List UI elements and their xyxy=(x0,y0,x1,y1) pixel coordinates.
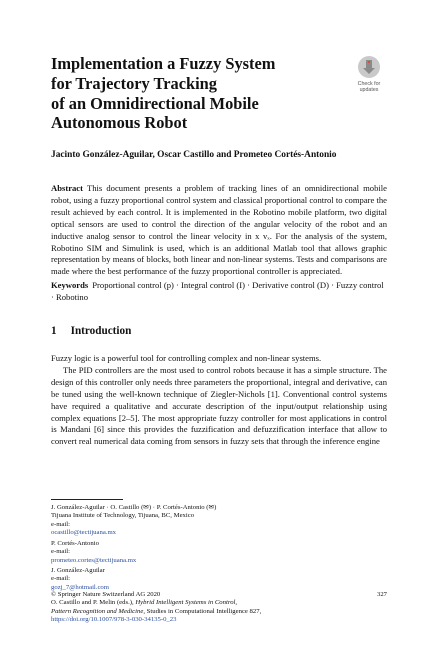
author-list: Jacinto González-Aguilar, Oscar Castillo and Prometeo Cortés-Antonio xyxy=(51,150,337,160)
citation-line xyxy=(51,608,387,616)
email-label: e-mail: xyxy=(51,575,70,583)
section-title-text: Introduction xyxy=(70,325,132,337)
keywords xyxy=(51,280,387,304)
section-heading xyxy=(51,325,387,337)
email-link[interactable]: prometeo.cortes@tectijuana.mx xyxy=(51,556,137,564)
badge-label-line: Check for xyxy=(357,81,381,87)
body-paragraph: The PID controllers are the most used to control robots because it has a simple structure. The design of this controller only needs three parameters the proportional, integral and derivative, can be tuned using the well-known technique of Ziegler-Nichols [1]. Conventional control systems have required a qualitative and accurate description of the input/output relationship using complex equations [2–5]. The most appropriate fuzzy controller for most applications in control is Mandani [6] since this provides the fuzzification and defuzzification interface that allow to convert real numerical data coming from sensors in fuzzy sets that through the inference engine xyxy=(51,364,387,447)
footnote-author xyxy=(51,567,387,592)
title-line: for Trajectory Tracking xyxy=(51,73,217,93)
abstract xyxy=(51,183,387,278)
paper-title xyxy=(51,54,341,133)
citation-book-title: Pattern Recognition and Medicine xyxy=(51,607,144,615)
footnote-line: J. González-Aguilar xyxy=(51,567,105,574)
citation-series: , Studies in Computational Intelligence 827, xyxy=(143,607,262,615)
section-number: 1 xyxy=(51,325,57,337)
email-link[interactable]: ocastillo@tectijuana.mx xyxy=(51,528,117,536)
citation-book-title: Hybrid Intelligent Systems in Control, xyxy=(135,599,238,607)
footnote-divider xyxy=(51,499,123,500)
body-paragraph: Fuzzy logic is a powerful tool for controlling complex and non-linear systems. xyxy=(51,353,322,363)
abstract-label: Abstract xyxy=(51,183,83,193)
footnote-email-line xyxy=(51,521,387,538)
citation-block xyxy=(51,591,387,624)
badge-label-line: updates xyxy=(359,87,379,93)
title-line: Implementation a Fuzzy System xyxy=(51,54,276,73)
citation-editors: O. Castillo and P. Melin (eds.), xyxy=(51,599,136,607)
footnote-line: J. González-Aguilar · O. Castillo (✉) · P. Cortés-Antonio (✉) xyxy=(51,504,217,511)
footnote-email-line xyxy=(51,575,387,592)
check-for-updates-badge[interactable] xyxy=(350,54,388,100)
copyright-line: © Springer Nature Switzerland AG 2020 xyxy=(51,591,161,598)
body-text xyxy=(51,353,387,448)
keywords-label: Keywords xyxy=(51,280,89,290)
keywords-text: Proportional control (p) · Integral control (I) · Derivative control (D) · Fuzzy control · Robotino xyxy=(51,280,384,302)
footnote-author xyxy=(51,540,387,565)
check-for-updates-icon xyxy=(358,56,380,78)
footnote-email-line xyxy=(51,548,387,565)
email-link[interactable]: gozj_7@hotmail.com xyxy=(51,583,109,591)
email-label: e-mail: xyxy=(51,548,70,556)
page-number: 327 xyxy=(376,591,387,598)
footnote-line: P. Cortés-Antonio xyxy=(51,540,99,547)
footnote-affiliation xyxy=(51,504,387,537)
badge-label xyxy=(350,81,388,93)
footnote-line: Tijuana Institute of Technology, Tijuana, BC, Mexico xyxy=(51,512,195,520)
title-line: of an Omnidirectional Mobile xyxy=(51,93,259,113)
title-line: Autonomous Robot xyxy=(51,113,188,133)
abstract-text: This document presents a problem of tracking lines of an omnidirectional mobile robot, using a fuzzy proportional control system and classical proportional control to compare the result achieved by each control. It is implemented in the Robotino mobile platform, two digital optical sensors are used to control the direction of the angular velocity of the robot and an inductive analog sensor to control the linear velocity in x vₓ. For the analysis of the system, Robotino SIM and Simulink is used, which is an additional Matlab tool that allows graphic representation by means of blocks, both linear and non-linear systems. Tests and comparisons are made where the best performance of the fuzzy proportional controller is appreciated. xyxy=(51,183,387,277)
doi-link[interactable]: https://doi.org/10.1007/978-3-030-34135-0_23 xyxy=(51,615,177,623)
citation-line xyxy=(51,599,387,607)
email-label: e-mail: xyxy=(51,520,70,528)
